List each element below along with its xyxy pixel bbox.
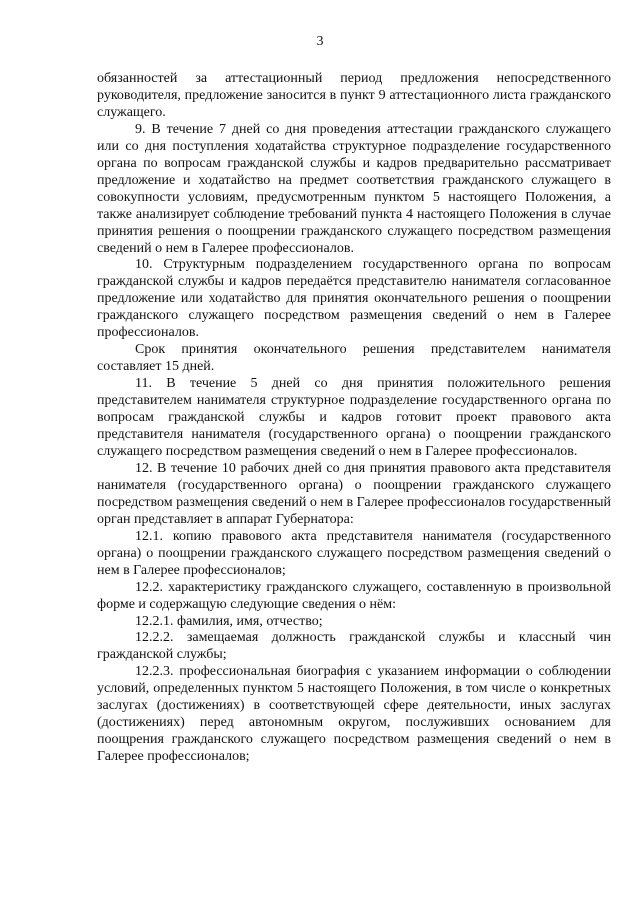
paragraph-item-10: 10. Структурным подразделением государственного органа по вопросам гражданской службы и кадров передаётся представителю нанимателя согласованное предложение или ходатайство для принятия окончательного решения о поощрении гражданского служащего посредством размещения сведений о нем в Галерее профессионалов. xyxy=(97,257,611,341)
paragraph-item-12-2: 12.2. характеристику гражданского служащего, составленную в произвольной форме и содержащую следующие сведения о нём: xyxy=(97,579,611,612)
paragraph-item-12: 12. В течение 10 рабочих дней со дня принятия правового акта представителя нанимателя (государственного органа) о поощрении гражданского служащего посредством размещения сведений о нем в Галерее профессионалов государственный орган представляет в аппарат Губернатора: xyxy=(97,460,611,527)
paragraph-item-12-2-3: 12.2.3. профессиональная биография с указанием информации о соблюдении условий, определенных пунктом 5 настоящего Положения, в том числе о конкретных заслугах (достижениях) в соответствующей сфере деятельности, иных заслугах (достижениях) перед автономным округом, послуживших основанием для поощрения гражданского служащего посредством размещения сведений о нем в Галерее профессионалов; xyxy=(97,664,611,765)
paragraph-item-12-2-2: 12.2.2. замещаемая должность гражданской службы и классный чин гражданской службы; xyxy=(97,630,611,663)
paragraph-item-12-2-1: 12.2.1. фамилия, имя, отчество; xyxy=(135,613,323,629)
paragraph-decision-deadline: Срок принятия окончательного решения представителем нанимателя составляет 15 дней. xyxy=(97,342,611,375)
paragraph-item-12-1: 12.1. копию правового акта представителя нанимателя (государственного органа) о поощрении гражданского служащего посредством размещения сведений о нем в Галерее профессионалов; xyxy=(97,528,611,578)
document-body xyxy=(97,71,611,766)
paragraph-item-11: 11. В течение 5 дней со дня принятия положительного решения представителем нанимателя структурное подразделение государственного органа по вопросам гражданской службы и кадров готовит проект правового акта представителя нанимателя (государственного органа) о поощрении гражданского служащего посредством размещения сведений о нем в Галерее профессионалов. xyxy=(97,376,611,459)
page-number: 3 xyxy=(316,34,324,49)
paragraph-item-9: 9. В течение 7 дней со дня проведения аттестации гражданского служащего или со дня поступления ходатайства структурное подразделение государственного органа по вопросам гражданской службы и кадров предварительно рассматривает предложение и ходатайство на предмет соответствия гражданского служащего в совокупности условиям, предусмотренным пунктом 5 настоящего Положения, а также анализирует соблюдение требований пункта 4 настоящего Положения в случае принятия решения о поощрении гражданского служащего посредством размещения сведений о нем в Галерее профессионалов. xyxy=(97,121,611,256)
paragraph-continuation: обязанностей за аттестационный период предложения непосредственного руководителя, предложение заносится в пункт 9 аттестационного листа гражданского служащего. xyxy=(97,71,611,120)
